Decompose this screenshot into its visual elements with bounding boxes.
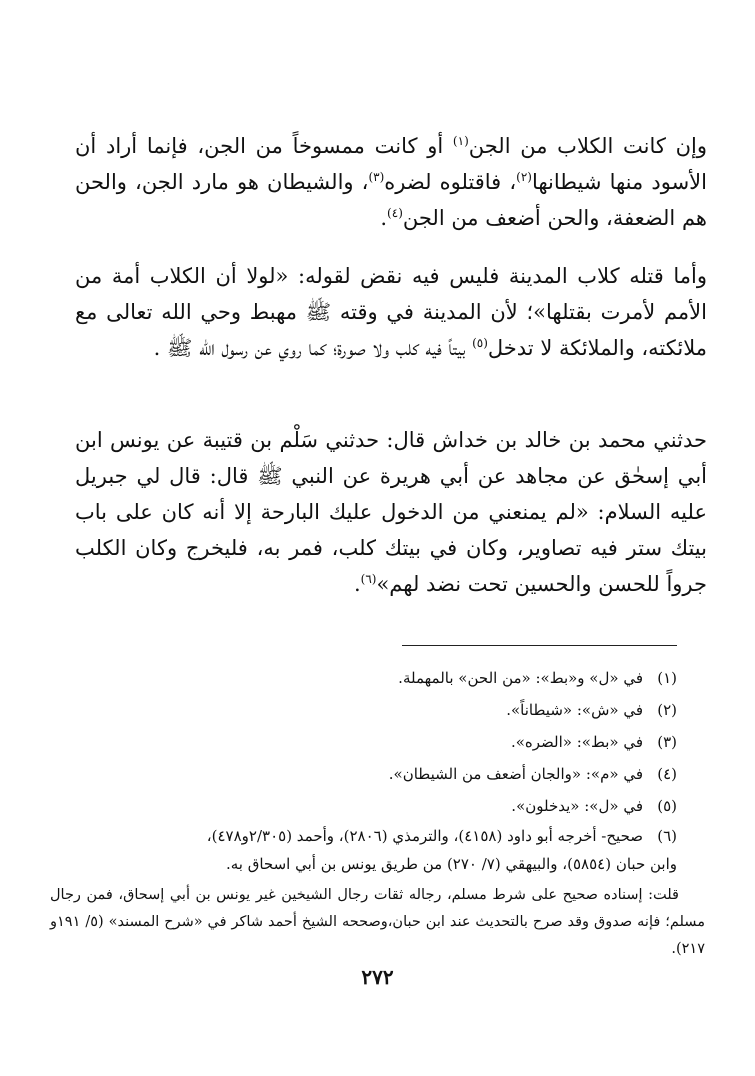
editor-note-text: قلت: إسناده صحيح على شرط مسلم، رجاله ثقات رجال الشيخين غير يونس بن أبي إسحاق، فمن رجال مسلم؛ فإنه صدوق وقد صرح بالتحديث عند ابن حبان،وصححه الشيخ أحمد شاكر في «شرح المسند» (٥/ ١٩١و ٢١٧). [50, 887, 706, 957]
footnote-2 [55, 694, 677, 726]
footnote-number: (٣) [657, 733, 677, 751]
paragraph-1-text-b: أو كانت ممسوخاً من الجن، فإنما أراد أن الأسود منها شيطانها [75, 134, 707, 194]
footnote-ref-1[interactable]: (١) [452, 134, 469, 148]
footnote-ref-4[interactable]: (٤) [387, 206, 403, 220]
paragraph-3-end: . [353, 572, 361, 596]
footnote-ref-3[interactable]: (٣) [368, 170, 385, 184]
paragraph-2-text-b: بيتاً فيه كلب ولا صورة؛ كما روي عن رسول الله ﷺ . [153, 336, 473, 360]
paragraph-2 [75, 258, 707, 366]
footnote-text: في «ل»: «يدخلون». [511, 797, 643, 815]
paragraph-1 [75, 128, 707, 236]
footnote-6 [55, 822, 677, 850]
footnote-number: (٥) [657, 797, 677, 815]
footnote-4 [55, 758, 677, 790]
footnote-text: صحيح- أخرجه أبو داود (٤١٥٨)، والترمذي (٢٨٠٦)، وأحمد (٢/٣٠٥و٤٧٨)، [206, 827, 643, 845]
footnote-number: (١) [657, 669, 677, 687]
footnote-number: (٤) [657, 765, 677, 783]
paragraph-1-text-d: ، والشيطان هو مارد الجن، والحن هم الضعفة، والحن أضعف من الجن [75, 170, 707, 230]
footnote-6-continuation: وابن حبان (٥٨٥٤)، والبيهقي (٧/ ٢٧٠) من طريق يونس بن أبي اسحاق به. [225, 855, 677, 873]
footnote-3 [55, 726, 677, 758]
paragraph-1-end: . [380, 206, 388, 230]
paragraph-1-text-a: وإن كانت الكلاب من الجن [468, 134, 707, 158]
footnote-ref-5[interactable]: (٥) [472, 336, 488, 350]
footnote-text: في «ل» و«بط»: «من الحن» بالمهملة. [398, 669, 643, 687]
footnote-5 [55, 790, 677, 822]
footnotes-section [55, 662, 677, 878]
footnote-number: (٢) [657, 701, 677, 719]
footnote-text: في «م»: «والجان أضعف من الشيطان». [388, 765, 643, 783]
footnote-ref-2[interactable]: (٢) [516, 170, 532, 184]
paragraph-1-text-c: ، فاقتلوه لضره [384, 170, 517, 194]
page-number: ٢٧٢ [361, 965, 394, 989]
footnote-text: في «بط»: «الضره». [510, 733, 643, 751]
editor-note [50, 882, 705, 963]
footnote-number: (٦) [657, 827, 677, 845]
footnote-divider [402, 645, 677, 646]
footnote-text: في «ش»: «شيطاناً». [506, 701, 643, 719]
paragraph-3 [75, 422, 707, 602]
paragraph-2-text-a: وأما قتله كلاب المدينة فليس فيه نقض لقوله: «لولا أن الكلاب أمة من الأمم لأمرت بقتلها»؛ لأن المدينة في وقته ﷺ مهبط وحي الله تعالى مع ملائكته، والملائكة لا تدخل [75, 264, 707, 360]
footnote-1 [55, 662, 677, 694]
footnote-ref-6[interactable]: (٦) [360, 572, 377, 586]
paragraph-3-text: حدثني محمد بن خالد بن خداش قال: حدثني سَلْم بن قتيبة عن يونس ابن أبي إسحٰق عن مجاهد عن أبي هريرة عن النبي ﷺ قال: قال لي جبريل عليه السلام: «لم يمنعني من الدخول عليك البارحة إلا أنه كان على باب بيتك ستر فيه تصاوير، وكان في بيتك كلب، فمر به، فليخرج وكان الكلب جرواً للحسن والحسين تحت نضد لهم» [75, 428, 707, 596]
